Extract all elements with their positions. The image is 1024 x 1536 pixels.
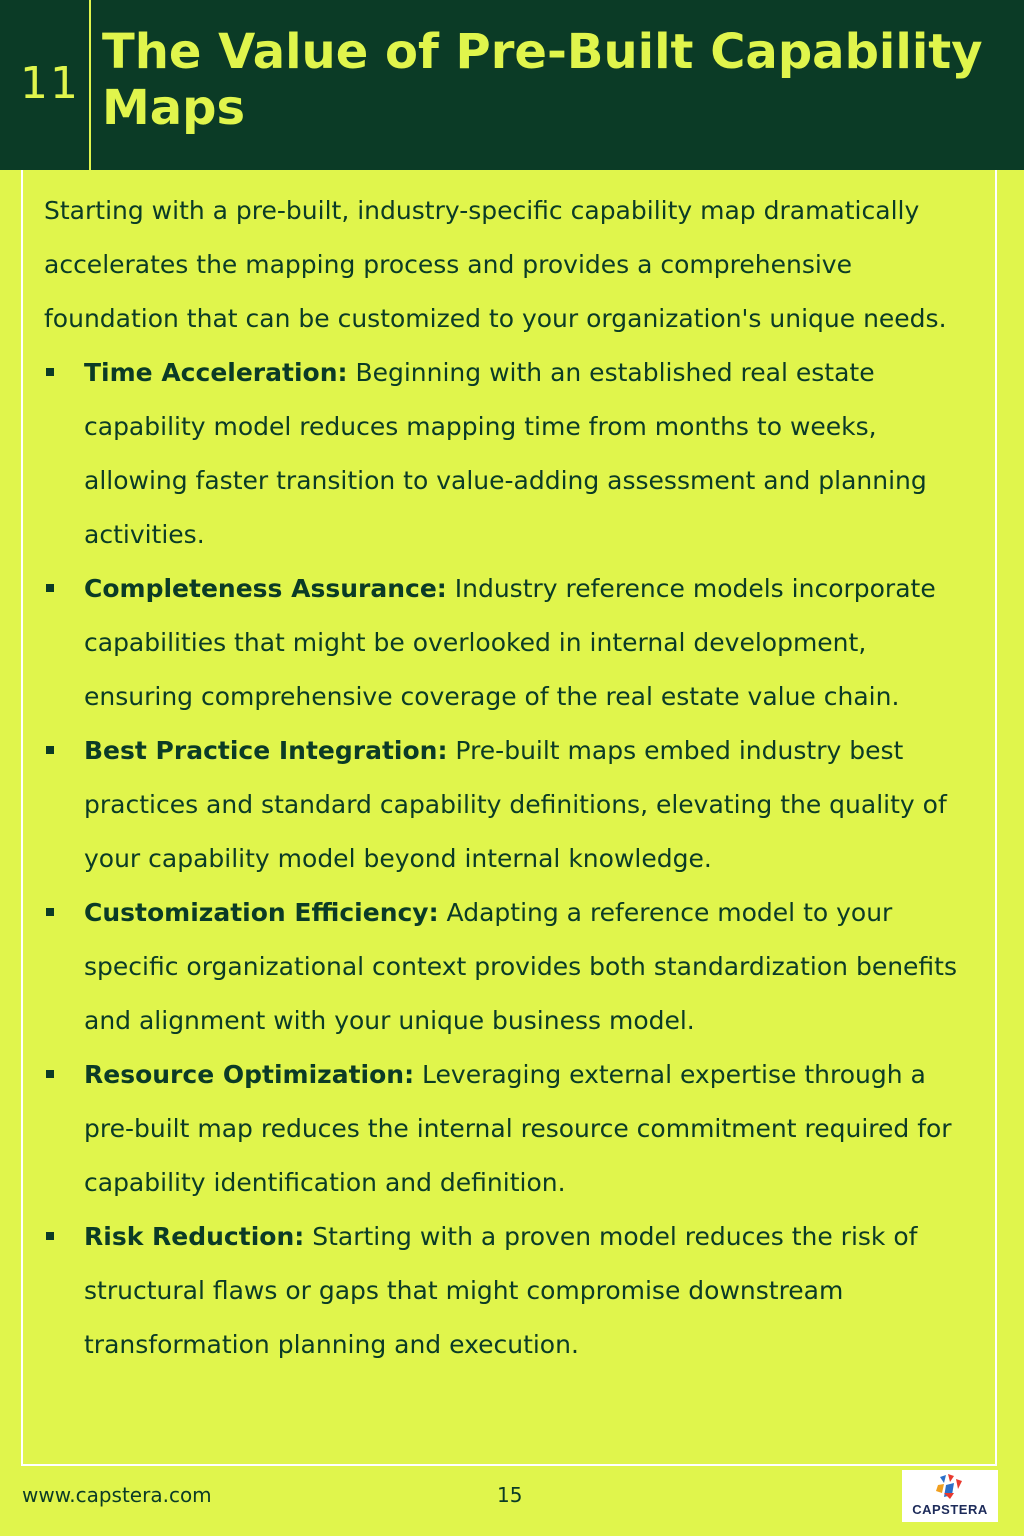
- section-number: 11: [20, 58, 80, 109]
- intro-paragraph: Starting with a pre-built, industry-specific capability map dramatically accelerates the mapping process and provides a comprehensive foundation that can be customized to your organization's unique needs.: [44, 196, 947, 333]
- square-bullet-icon: [46, 1070, 54, 1078]
- square-bullet-icon: [46, 584, 54, 592]
- bullet-text: Adapting a reference model to your specific organizational context provides both standardization benefits and alignment with your unique business model.: [84, 898, 958, 1035]
- page-number: 15: [497, 1483, 523, 1507]
- square-bullet-icon: [46, 908, 54, 916]
- page-header: [0, 0, 1024, 170]
- bullet-title: Best Practice Integration:: [84, 736, 448, 765]
- bullet-text: Starting with a proven model reduces the risk of structural flaws or gaps that might compromise downstream transformation planning and execution.: [84, 1222, 918, 1359]
- square-bullet-icon: [46, 746, 54, 754]
- logo-wordmark: CAPSTERA: [912, 1502, 988, 1517]
- bullet-list: [44, 346, 974, 1372]
- square-bullet-icon: [46, 368, 54, 376]
- square-bullet-icon: [46, 1232, 54, 1240]
- page-title: The Value of Pre-Built Capability Maps: [102, 24, 983, 136]
- bullet-title: Resource Optimization:: [84, 1060, 415, 1089]
- footer-website-link[interactable]: www.capstera.com: [22, 1483, 212, 1507]
- list-item: [44, 1048, 974, 1210]
- bullet-title: Time Acceleration:: [84, 358, 348, 387]
- bullet-text: Industry reference models incorporate capabilities that might be overlooked in internal development, ensuring comprehensive coverage of the real estate value chain.: [84, 574, 936, 711]
- header-divider: [89, 0, 91, 170]
- bullet-title: Customization Efficiency:: [84, 898, 439, 927]
- capstera-logo: [902, 1470, 998, 1522]
- list-item: [44, 346, 974, 562]
- capstera-logo-icon: [932, 1473, 968, 1501]
- main-content: [44, 184, 974, 1372]
- bullet-text: Pre-built maps embed industry best practices and standard capability definitions, elevating the quality of your capability model beyond internal knowledge.: [84, 736, 947, 873]
- list-item: [44, 724, 974, 886]
- list-item: [44, 886, 974, 1048]
- list-item: [44, 562, 974, 724]
- bullet-text: Beginning with an established real estate capability model reduces mapping time from months to weeks, allowing faster transition to value-adding assessment and planning activities.: [84, 358, 927, 549]
- bullet-text: Leveraging external expertise through a pre-built map reduces the internal resource commitment required for capability identification and definition.: [84, 1060, 952, 1197]
- list-item: [44, 1210, 974, 1372]
- bullet-title: Completeness Assurance:: [84, 574, 447, 603]
- bullet-title: Risk Reduction:: [84, 1222, 305, 1251]
